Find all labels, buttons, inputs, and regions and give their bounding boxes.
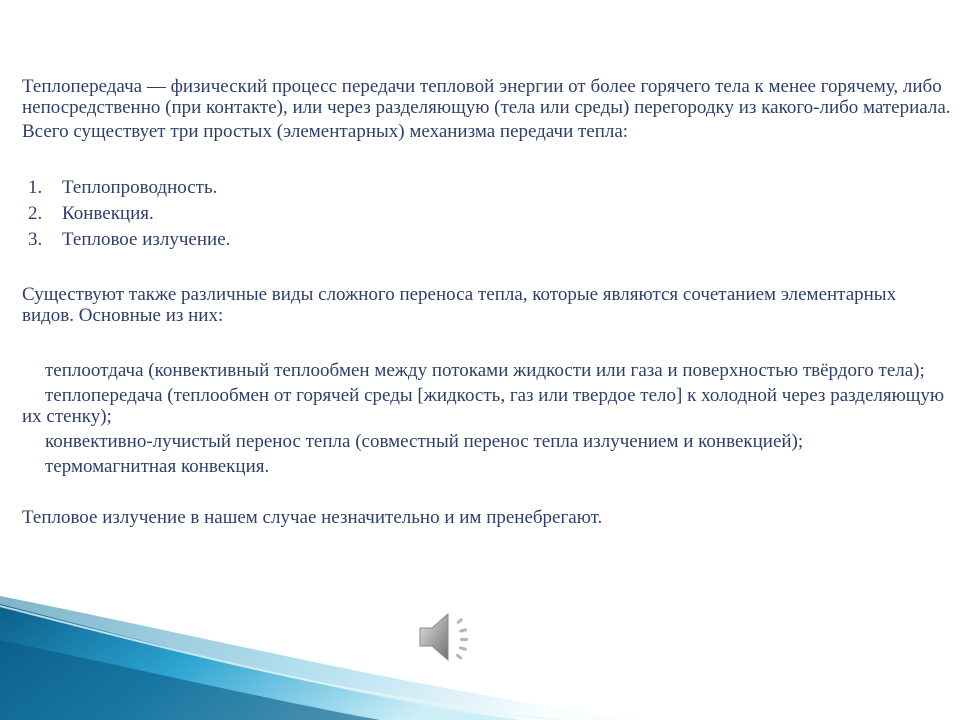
list-item: термомагнитная конвекция.	[45, 456, 270, 477]
list-item: теплопередача (теплообмен от горячей среды [жидкость, газ или твердое тело] к холодной через разделяющую их стенку);	[22, 385, 945, 427]
list-item	[22, 226, 952, 252]
complex-types-list	[22, 360, 952, 477]
list-number: 1.	[28, 176, 43, 198]
list-item	[22, 174, 952, 200]
list-number: 2.	[28, 202, 43, 224]
list-text: Конвекция.	[62, 202, 154, 224]
paragraph-definition: Теплопередача — физический процесс передачи тепловой энергии от более горячего тела к менее горячему, либо непосредственно (при контакте), или через разделяющую (тела или среды) перегородку из какого-либо материала.	[22, 76, 951, 118]
list-text: Тепловое излучение.	[62, 228, 231, 250]
mechanisms-list	[22, 174, 952, 252]
paragraph-conclusion: Тепловое излучение в нашем случае незначительно и им пренебрегают.	[22, 507, 603, 528]
paragraph-mechanisms-intro: Всего существует три простых (элементарных) механизма передачи тепла:	[22, 121, 629, 142]
list-item: теплоотдача (конвективный теплообмен между потоками жидкости или газа и поверхностью твёрдого тела);	[45, 360, 925, 381]
list-item	[22, 200, 952, 226]
list-number: 3.	[28, 228, 43, 250]
list-text: Теплопроводность.	[62, 176, 218, 198]
paragraph-complex-intro: Существуют также различные виды сложного переноса тепла, которые являются сочетанием элементарных видов. Основные из них:	[22, 284, 897, 326]
list-item: конвективно-лучистый перенос тепла (совместный перенос тепла излучением и конвекцией);	[45, 431, 804, 452]
slide-content	[22, 76, 952, 528]
speaker-icon[interactable]	[414, 606, 484, 668]
